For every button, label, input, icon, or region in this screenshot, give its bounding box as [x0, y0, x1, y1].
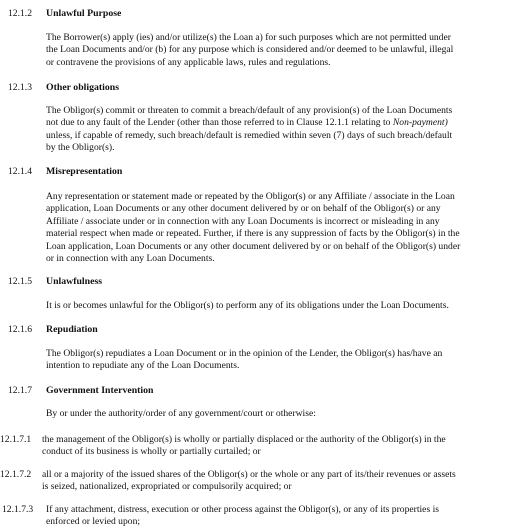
- subclause-line: all or a majority of the issued shares of the Obligor(s) or the whole or any part of its/their revenues or assets: [42, 469, 456, 480]
- subclause-number: 12.1.7.1: [0, 434, 32, 445]
- clause-title: Repudiation: [46, 324, 98, 335]
- subclause-body: [42, 469, 508, 494]
- clause-title: Government Intervention: [46, 385, 154, 396]
- clause-line: application, Loan Documents or any other document delivered by or on behalf of the Obligor(s) or any: [46, 203, 441, 215]
- subclause-body: [46, 504, 506, 529]
- clause-line: The Borrower(s) apply (ies) and/or utilize(s) the Loan a) for such purposes which are not permitted under: [46, 32, 451, 43]
- clause-line: unless, if capable of remedy, such breach/default is remedied within seven (7) days of such breach/default: [46, 129, 453, 141]
- clause-number: 12.1.2: [8, 8, 32, 19]
- clause-line: Affiliate / associate under or in connection with any Loan Documents is incorrect or misleading in any: [46, 215, 440, 227]
- clause-line: the Loan Documents and/or (b) for any purpose which is considered and/or deemed to be unlawful, illegal: [46, 44, 454, 56]
- clause-line: Any representation or statement made or repeated by the Obligor(s) or any Affiliate / associate in the Loan: [46, 191, 455, 202]
- clause-body: [46, 348, 504, 373]
- clause-line: or contravene the provisions of any applicable laws, rules and regulations.: [46, 56, 331, 68]
- clause-body: [46, 408, 504, 420]
- clause-number: 12.1.6: [8, 324, 32, 335]
- clause-line: By or under the authority/order of any government/court or otherwise:: [46, 408, 316, 419]
- subclause-line: conduct of its business is wholly or partially curtailed; or: [42, 446, 261, 458]
- subclause-line: If any attachment, distress, execution or other process against the Obligor(s), or any of its properties is: [46, 504, 439, 515]
- subclause-line: enforced or levied upon;: [46, 516, 141, 528]
- clause-line: by the Obligor(s).: [46, 142, 115, 154]
- clause-body: [46, 300, 504, 312]
- clause-number: 12.1.7: [8, 385, 32, 396]
- clause-title: Other obligations: [46, 82, 120, 93]
- clause-number: 12.1.5: [8, 276, 32, 287]
- italic-phrase: Non-payment): [392, 117, 448, 129]
- subclause-body: [42, 434, 506, 459]
- clause-line: material respect when made or repeated. Further, if there is any suppression of facts by the Obligor(s) in the: [46, 228, 460, 240]
- clause-number: 12.1.3: [8, 82, 32, 93]
- clause-line: intention to repudiate any of the Loan Documents.: [46, 360, 240, 372]
- clause-line: Loan application, Loan Documents or any other document delivered by or on behalf of the Obligor(s) under: [46, 240, 461, 252]
- clause-line-text: not due to any fault of the Lender (other than those referred to in Clause 12.1.1 relating to: [46, 117, 393, 129]
- clause-line: The Obligor(s) repudiates a Loan Document or in the opinion of the Lender, the Obligor(s) has/have an: [46, 348, 443, 359]
- subclause-number: 12.1.7.3: [2, 504, 34, 515]
- clause-line: The Obligor(s) commit or threaten to commit a breach/default of any provision(s) of the Loan Documents: [46, 105, 453, 116]
- subclause-line: the management of the Obligor(s) is wholly or partially displaced or the authority of the Obligor(s) in the: [42, 434, 446, 445]
- clause-body: [46, 32, 502, 69]
- clause-title: Misrepresentation: [46, 166, 123, 177]
- subclause-number: 12.1.7.2: [0, 469, 32, 480]
- clause-line: [46, 117, 504, 129]
- clause-body: [46, 105, 504, 155]
- clause-title: Unlawfulness: [46, 276, 103, 287]
- clause-number: 12.1.4: [8, 166, 32, 177]
- subclause-line: is seized, nationalized, expropriated or compulsorily acquired; or: [42, 481, 292, 493]
- clause-body: [46, 191, 504, 265]
- clause-title: Unlawful Purpose: [46, 8, 122, 19]
- clause-line: It is or becomes unlawful for the Obligor(s) to perform any of its obligations under the Loan Documents.: [46, 300, 449, 311]
- clause-line: or in connection with any Loan Documents.: [46, 253, 215, 265]
